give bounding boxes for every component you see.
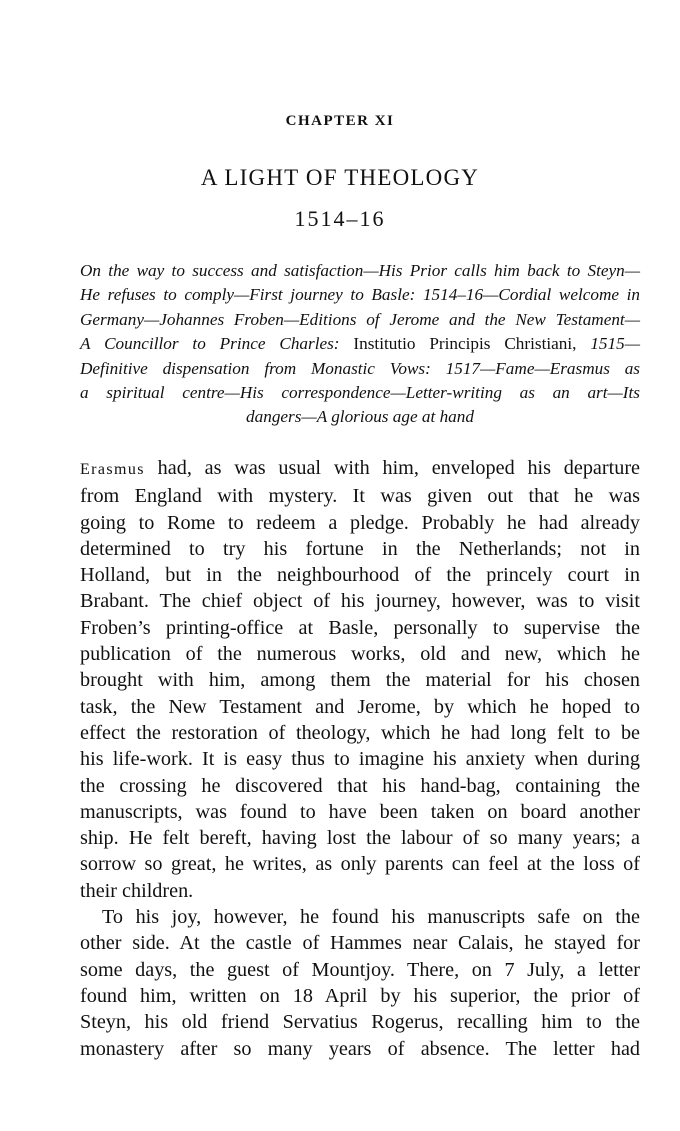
chapter-number: CHAPTER XI [285,113,395,129]
synopsis-line: a spiritual centre—His correspondence—Letter-writing as an art—Its [80,383,640,403]
synopsis-line: Definitive dispensation from Monastic Vows: 1517—Fame—Erasmus as [80,358,640,378]
text-line: Holland, but in the neighbourhood of the princely court in [80,564,640,587]
text-line: monastery after so many years of absence. The letter had [80,1037,640,1060]
text-line: ship. He felt bereft, having lost the labour of so many years; a [80,827,640,850]
text-line: found him, written on 18 April by his superior, the prior of [80,984,640,1007]
synopsis-line: On the way to success and satisfaction—His Prior calls him back to Steyn— [80,261,640,280]
text-line: Steyn, his old friend Servatius Rogerus, recalling him to the [80,1011,640,1034]
text-line: his life-work. It is easy thus to imagine his anxiety when during [80,748,640,771]
synopsis-line: dangers—A glorious age at hand [246,407,474,427]
chapter-title: A LIGHT OF THEOLOGY [200,165,480,190]
text-line: determined to try his fortune in the Netherlands; not in [80,537,640,560]
text-segment: had, as was usual with him, enveloped his departure [144,457,640,479]
synopsis-line [80,332,640,356]
text-line: some days, the guest of Mountjoy. There, on 7 July, a letter [80,958,640,981]
text-line: effect the restoration of theology, which he had long felt to be [80,721,640,744]
text-line: manuscripts, was found to have been taken on board another [80,800,640,823]
body-text [80,455,640,1062]
text-line: sorrow so great, he writes, as only parents can feel at the loss of [80,853,640,876]
synopsis-line: He refuses to comply—First journey to Basle: 1514–16—Cordial welcome in [80,285,640,305]
text-line: brought with him, among them the material for his chosen [80,669,640,692]
text-line: from England with mystery. It was given out that he was [80,485,640,508]
text-line: the crossing he discovered that his hand-bag, containing the [80,774,640,797]
lead-word: Erasmus [80,461,145,478]
text-line: To his joy, however, he found his manuscripts safe on the [102,906,640,929]
synopsis-line: Germany—Johannes Froben—Editions of Jerome and the New Testament— [80,309,640,329]
synopsis-segment: 1515— [576,334,640,354]
text-line [80,455,640,483]
text-line: going to Rome to redeem a pledge. Probably he had already [80,511,640,534]
text-line: their children. [80,879,194,902]
chapter-years: 1514–16 [294,206,386,231]
book-title-institutio: Institutio Principis Christiani, [353,334,577,354]
text-line: Froben’s printing-office at Basle, personally to supervise the [80,616,640,639]
text-line: task, the New Testament and Jerome, by which he hoped to [80,695,640,718]
synopsis-segment: A Councillor to Prince Charles: [80,334,354,354]
text-line: publication of the numerous works, old and new, which he [80,643,640,666]
text-line: Brabant. The chief object of his journey, however, was to visit [80,590,640,613]
chapter-synopsis [80,259,640,430]
text-line: other side. At the castle of Hammes near Calais, he stayed for [80,932,640,955]
